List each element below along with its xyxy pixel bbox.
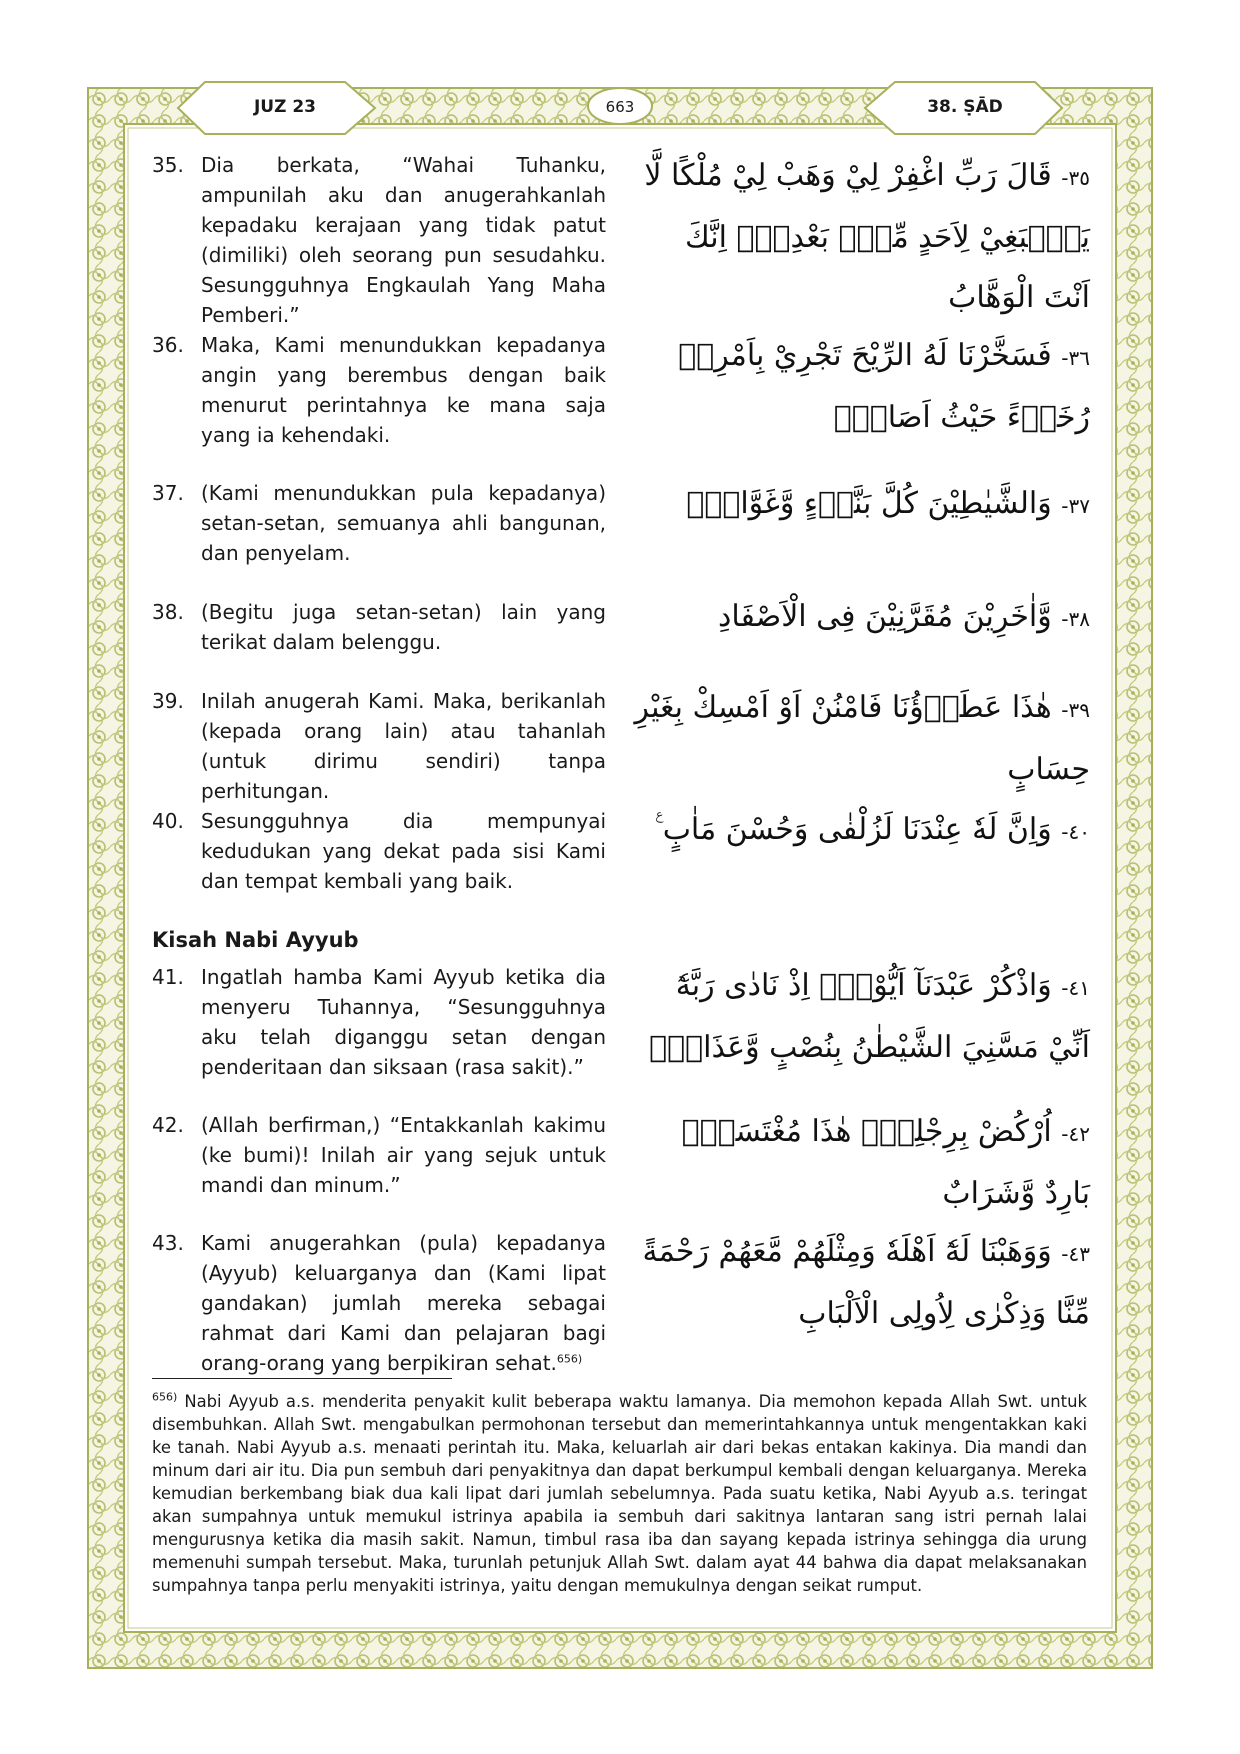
footnote-text: Nabi Ayyub a.s. menderita penyakit kulit beberapa waktu lamanya. Dia memohon kepada Allah Swt. untuk disembuhkan. Allah Swt. mengabulkan permohonan tersebut dan memerintahkannya untuk mengentakkan kaki ke tanah. Nabi Ayyub a.s. menaati perintah itu. Maka, keluarlah air dari bekas entakan kakinya. Dia mandi dan minum dari air itu. Dia pun sembuh dari penyakitnya dan dapat berkumpul kembali dengan keluarganya. Mereka kemudian berkembang biak dua kali lipat dari jumlah sebelumnya. Pada suatu ketika, Nabi Ayyub a.s. teringat akan sumpahnya untuk memukul istrinya apabila ia sembuh dari sakitnya lantaran sang istri pernah lalai mengurusnya ketika dia masih sakit. Namun, timbul rasa iba dan sayang kepada istrinya sehingga dia urung memenuhi sumpah tersebut. Maka, turunlah petunjuk Allah Swt. dalam ayat 44 bahwa dia dapat melaksanakan sumpahnya tanpa perlu menyakiti istrinya, yaitu dengan memukulnya dengan seikat rumput. xyxy=(152,1392,1087,1595)
verse-translation xyxy=(201,1228,606,1378)
arabic-verse-number: ٤٢- xyxy=(1061,1122,1090,1146)
verse-number: 37. xyxy=(152,481,184,505)
arabic-verse-number: ٤١- xyxy=(1061,976,1090,1000)
arabic-verse-number: ٣٥- xyxy=(1061,166,1090,190)
arabic-verse-number: ٤٣- xyxy=(1061,1242,1090,1266)
arabic-verse-number: ٣٩- xyxy=(1061,698,1090,722)
arabic-text: اُرْكُضْ بِرِجْلِكَۚ هٰذَا مُغْتَسَلٌۢ بَارِدٌ وَّشَرَابٌ xyxy=(681,1114,1090,1211)
arabic-verse-number: ٣٧- xyxy=(1061,494,1090,518)
juz-label: JUZ 23 xyxy=(253,97,317,117)
arabic-text: قَالَ رَبِّ اغْفِرْ لِيْ وَهَبْ لِيْ مُلْكًا لَّا يَنْۢبَغِيْ لِاَحَدٍ مِّنْۢ بَعْدِيْۚ اِنَّكَ اَنْتَ الْوَهَّابُ xyxy=(644,158,1090,315)
verse-number: 40. xyxy=(152,809,184,833)
verse-number: 39. xyxy=(152,689,184,713)
footnote-number: 656) xyxy=(152,1390,178,1404)
arabic-verse xyxy=(630,800,1090,862)
verse-translation: Ingatlah hamba Kami Ayyub ketika dia menyeru Tuhannya, “Sesungguhnya aku telah diganggu setan dengan penderitaan dan siksaan (rasa sakit).” xyxy=(201,965,606,1079)
arabic-verse xyxy=(630,326,1090,448)
verse-translation: Dia berkata, “Wahai Tuhanku, ampunilah aku dan anugerahkanlah kepadaku kerajaan yang tidak patut (dimiliki) oleh seorang pun sesudahku. Sesungguhnya Engkaulah Yang Maha Pemberi.” xyxy=(201,153,606,327)
arabic-text: وَوَهَبْنَا لَهٗٓ اَهْلَهٗ وَمِثْلَهُمْ مَّعَهُمْ رَحْمَةً مِّنَّا وَذِكْرٰى لِاُولِى الْاَلْبَابِ xyxy=(642,1234,1090,1331)
arabic-verse-number: ٤٠- xyxy=(1061,820,1090,844)
arabic-verse xyxy=(630,678,1090,800)
arabic-verse xyxy=(630,474,1090,536)
verse-number: 38. xyxy=(152,600,184,624)
verse-number: 41. xyxy=(152,965,184,989)
footnote xyxy=(152,1390,1087,1597)
verse-number: 43. xyxy=(152,1231,184,1255)
arabic-verse xyxy=(630,587,1090,649)
verse-text: Kami anugerahkan (pula) kepadanya (Ayyub) keluarganya dan (Kami lipat gandakan) jumlah mereka sebagai rahmat dari Kami dan pelajaran bagi orang-orang yang berpikiran sehat. xyxy=(201,1231,606,1375)
arabic-verse xyxy=(630,1222,1090,1344)
page-number: 663 xyxy=(605,98,635,116)
verse-translation: Sesungguhnya dia mempunyai kedudukan yang dekat pada sisi Kami dan tempat kembali yang baik. xyxy=(201,809,606,893)
arabic-verse xyxy=(630,1102,1090,1224)
arabic-text: وَّاٰخَرِيْنَ مُقَرَّنِيْنَ فِى الْاَصْفَادِ xyxy=(718,599,1052,634)
arabic-text: وَاِنَّ لَهٗ عِنْدَنَا لَزُلْفٰى وَحُسْنَ مَاٰبٍ ࣖ xyxy=(655,812,1052,847)
arabic-verse-number: ٣٨- xyxy=(1061,607,1090,631)
arabic-verse xyxy=(630,146,1090,328)
verse-translation: Inilah anugerah Kami. Maka, berikanlah (kepada orang lain) atau tahanlah (untuk dirimu sendiri) tanpa perhitungan. xyxy=(201,689,606,803)
verse-translation: Maka, Kami menundukkan kepadanya angin yang berembus dengan baik menurut perintahnya ke mana saja yang ia kehendaki. xyxy=(201,333,606,447)
verse-number: 36. xyxy=(152,333,184,357)
arabic-text: وَاذْكُرْ عَبْدَنَآ اَيُّوْبَۘ اِذْ نَادٰى رَبَّهٗٓ اَنِّيْ مَسَّنِيَ الشَّيْطٰنُ بِنُصْبٍ وَّعَذَابٍۗ xyxy=(649,968,1090,1065)
footnote-divider xyxy=(152,1378,452,1379)
footnote-marker[interactable]: 656) xyxy=(556,1352,583,1366)
arabic-text: وَالشَّيٰطِيْنَ كُلَّ بَنَّاۤءٍ وَّغَوَّاصٍۙ xyxy=(686,486,1052,521)
surah-label: 38. ṢĀD xyxy=(927,97,1003,117)
verse-translation: (Begitu juga setan-setan) lain yang terikat dalam belenggu. xyxy=(201,600,606,654)
arabic-verse xyxy=(630,956,1090,1078)
arabic-text: فَسَخَّرْنَا لَهُ الرِّيْحَ تَجْرِيْ بِاَمْرِهٖ رُخَاۤءً حَيْثُ اَصَابَۙ xyxy=(678,338,1090,435)
section-heading: Kisah Nabi Ayyub xyxy=(152,928,359,952)
verse-number: 35. xyxy=(152,153,184,177)
arabic-text: هٰذَا عَطَاۤؤُنَا فَامْنُنْ اَوْ اَمْسِكْ بِغَيْرِ حِسَابٍ xyxy=(634,690,1090,787)
verse-translation: (Allah berfirman,) “Entakkanlah kakimu (ke bumi)! Inilah air yang sejuk untuk mandi dan minum.” xyxy=(201,1113,606,1197)
verse-number: 42. xyxy=(152,1113,184,1137)
verse-translation: (Kami menundukkan pula kepadanya) setan-setan, semuanya ahli bangunan, dan penyelam. xyxy=(201,481,606,565)
arabic-verse-number: ٣٦- xyxy=(1061,346,1090,370)
